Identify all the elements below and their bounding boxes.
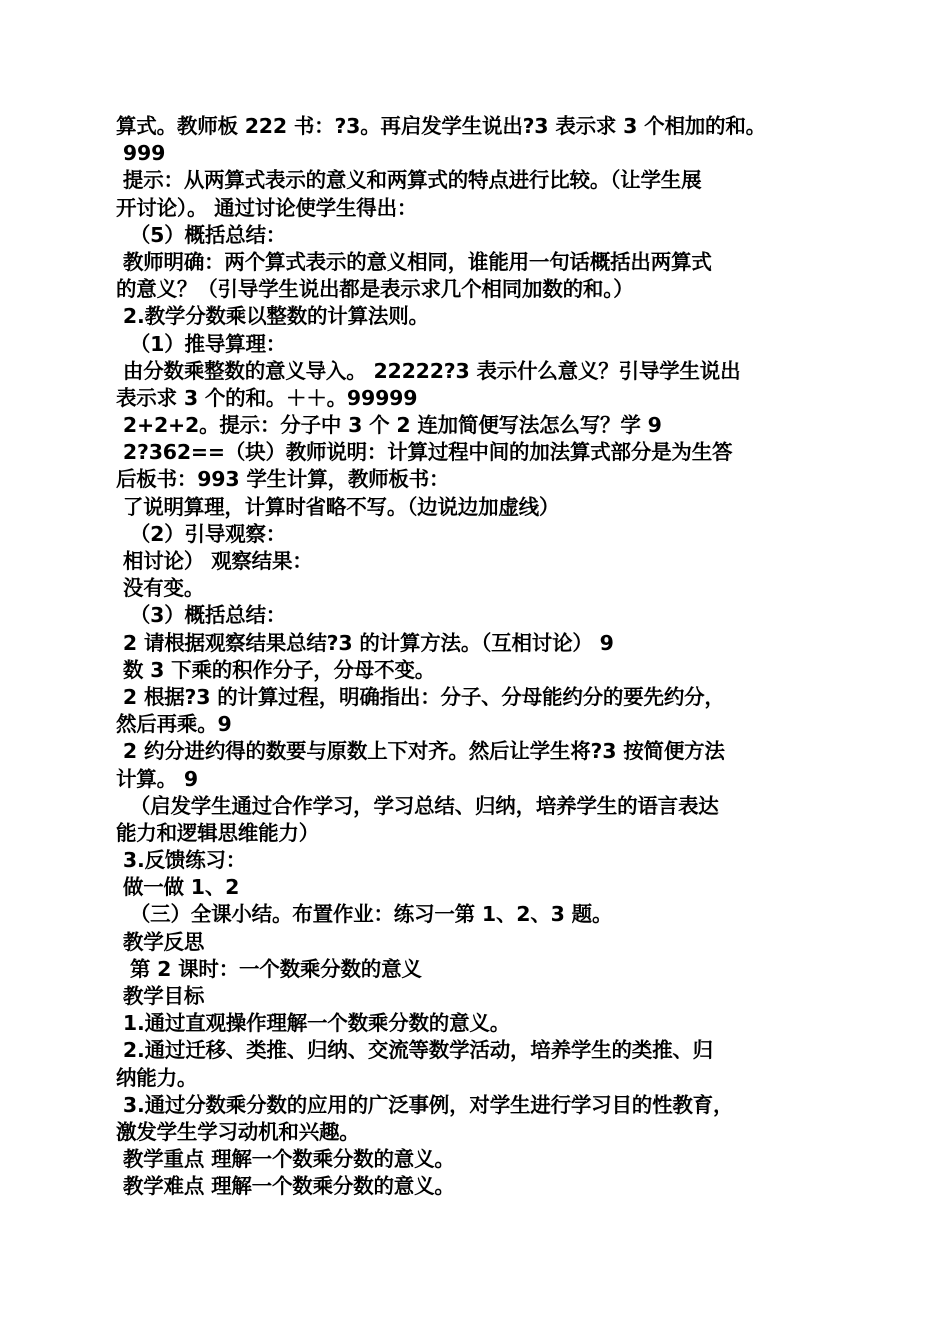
section-heading: 教学反思 xyxy=(116,929,205,954)
text-line: 教学重点 理解一个数乘分数的意义。 xyxy=(116,1147,455,1172)
text-line: 开讨论）。 通过讨论使学生得出： xyxy=(116,195,418,220)
text-line: 的意义？（引导学生说出都是表示求几个相同加数的和。） xyxy=(116,277,634,302)
text-line: 1.通过直观操作理解一个数乘分数的意义。 xyxy=(116,1011,510,1036)
text-line: 纳能力。 xyxy=(116,1065,198,1090)
text-line: 2+2+2。提示：分子中 3 个 2 连加简便写法怎么写？学 9 xyxy=(116,413,662,438)
text-line: 教学难点 理解一个数乘分数的意义。 xyxy=(116,1174,455,1199)
text-line: （2）引导观察： xyxy=(116,521,287,546)
text-line: 激发学生学习动机和兴趣。 xyxy=(116,1119,360,1144)
text-line: 计算。 9 xyxy=(116,766,198,791)
text-line: 2 请根据观察结果总结?3 的计算方法。（互相讨论） 9 xyxy=(116,630,614,655)
text-line: 没有变。 xyxy=(116,576,205,601)
text-line: 3.通过分数乘分数的应用的广泛事例，对学生进行学习目的性教育， xyxy=(116,1092,734,1117)
text-line: 做一做 1、2 xyxy=(116,875,240,900)
text-line: 2?362==（块）教师说明：计算过程中间的加法算式部分是为生答 xyxy=(116,440,733,465)
text-line: 2.通过迁移、类推、归纳、交流等数学活动，培养学生的类推、归 xyxy=(116,1038,713,1063)
text-line: （三）全课小结。布置作业：练习一第 1、2、3 题。 xyxy=(116,902,613,927)
text-line: 2 约分进约得的数要与原数上下对齐。然后让学生将?3 按简便方法 xyxy=(116,739,725,764)
text-line: 提示：从两算式表示的意义和两算式的特点进行比较。（让学生展 xyxy=(116,168,702,193)
text-line: 后板书：993 学生计算，教师板书： xyxy=(116,467,450,492)
text-line: 了说明算理，计算时省略不写。（边说边加虚线） xyxy=(116,494,560,519)
text-line: 2 根据?3 的计算过程，明确指出：分子、分母能约分的要先约分， xyxy=(116,684,725,709)
text-line: 2.教学分数乘以整数的计算法则。 xyxy=(116,304,429,329)
text-line: （3）概括总结： xyxy=(116,603,287,628)
text-line: 3.反馈练习： xyxy=(116,848,247,873)
text-line: （5）概括总结： xyxy=(116,222,287,247)
text-line: （1）推导算理： xyxy=(116,331,287,356)
text-line: 数 3 下乘的积作分子，分母不变。 xyxy=(116,657,436,682)
text-line: 由分数乘整数的意义导入。 22222?3 表示什么意义？引导学生说出 xyxy=(116,358,741,383)
text-line: （启发学生通过合作学习，学习总结、归纳，培养学生的语言表达 xyxy=(116,793,719,818)
section-heading: 第 2 课时：一个数乘分数的意义 xyxy=(116,956,422,981)
text-line: 表示求 3 个的和。＋＋。99999 xyxy=(116,385,418,410)
document-body xyxy=(116,113,836,1201)
text-line: 999 xyxy=(116,141,166,166)
text-line: 相讨论） 观察结果： xyxy=(116,549,313,573)
text-line: 算式。教师板 222 书：?3。再启发学生说出?3 表示求 3 个相加的和。 xyxy=(116,114,766,138)
text-line: 能力和逻辑思维能力） xyxy=(116,820,319,845)
text-line: 教师明确：两个算式表示的意义相同，谁能用一句话概括出两算式 xyxy=(116,249,712,274)
text-line: 然后再乘。9 xyxy=(116,712,232,737)
section-heading: 教学目标 xyxy=(116,984,205,1008)
